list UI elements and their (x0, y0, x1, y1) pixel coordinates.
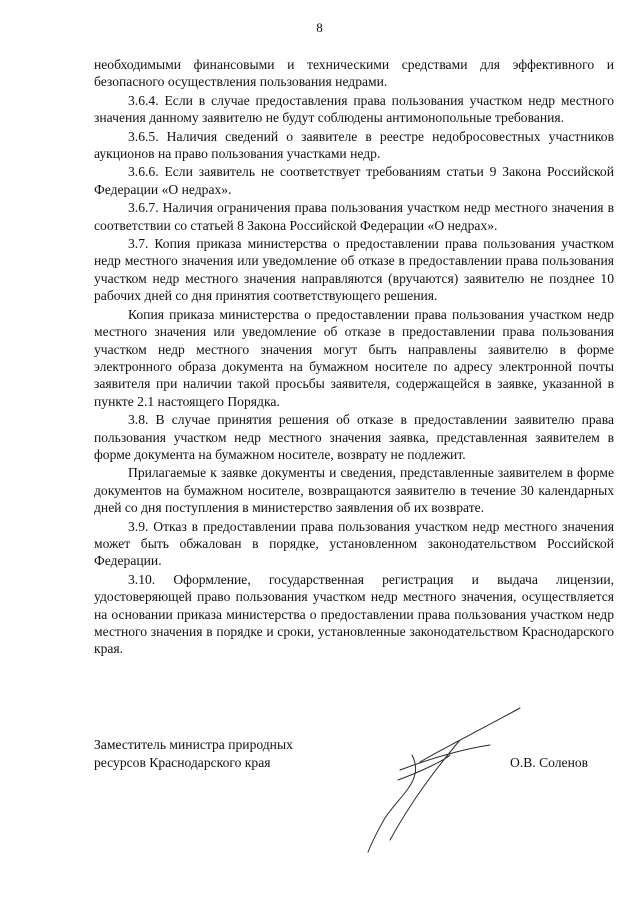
paragraph-3-8-return: Прилагаемые к заявке документы и сведения, представленные заявителем в форме документов на бумажном носителе, возвращаются заявителю в течение 30 календарных дней со дня поступления в министерство заявления об их возврате. (94, 465, 614, 516)
paragraph-3-6-7: 3.6.7. Наличия ограничения права пользования участком недр местного значения в соответствии со статьей 8 Закона Российской Федерации «О недрах». (94, 200, 614, 233)
signature-position-line2: ресурсов Краснодарского края (94, 755, 271, 770)
document-body (94, 56, 614, 659)
signature-stroke (368, 708, 520, 852)
paragraph-3-10: 3.10. Оформление, государственная регистрация и выдача лицензии, удостоверяющей право пользования участком недр местного значения, осуществляется на основании приказа министерства о предоставлении права пользования участком недр местного значения в порядке и сроки, установленные законодательством Краснодарского края. (94, 571, 614, 657)
paragraph-continuation: необходимыми финансовыми и техническими средствами для эффективного и безопасного осуществления пользования недрами. (94, 57, 614, 90)
page-number: 8 (316, 20, 323, 35)
paragraph-3-6-6: 3.6.6. Если заявитель не соответствует требованиям статьи 9 Закона Российской Федерации «О недрах». (94, 164, 614, 197)
paragraph-3-8: 3.8. В случае принятия решения об отказе в предоставлении заявителю права пользования участком недр местного значения заявка, представленная заявителем в форме документа на бумажном носителе, возврату не подлежит. (94, 412, 614, 462)
paragraph-3-7: 3.7. Копия приказа министерства о предоставлении права пользования участком недр местного значения или уведомление об отказе в предоставлении права пользования участком недр местного значения направляются (вручаются) заявителю не позднее 10 рабочих дней со дня принятия соответствующего решения. (94, 236, 614, 304)
paragraph-3-7-electronic: Копия приказа министерства о предоставлении права пользования участком недр местного значения или уведомление об отказе в предоставлении права пользования участком недр местного значения могут быть направлены заявителю в форме электронного образа документа на бумажном носителе по адресу электронной почты заявителя при наличии такой просьбы заявителя, содержащейся в заявке, указанной в пункте 2.1 настоящего Порядка. (94, 306, 614, 409)
handwritten-signature (330, 700, 530, 860)
signature-position-line1: Заместитель министра природных (94, 737, 293, 752)
signature-position (94, 736, 354, 772)
paragraph-3-6-5: 3.6.5. Наличия сведений о заявителе в реестре недобросовестных участников аукционов на право пользования участками недр. (94, 128, 614, 162)
paragraph-3-6-4: 3.6.4. Если в случае предоставления права пользования участком недр местного значения данному заявителю не будут соблюдены антимонопольные требования. (94, 92, 614, 126)
signer-name: О.В. Соленов (510, 755, 589, 770)
paragraph-3-9: 3.9. Отказ в предоставлении права пользования участком недр местного значения может быть обжалован в порядке, установленном законодательством Российской Федерации. (94, 518, 614, 569)
